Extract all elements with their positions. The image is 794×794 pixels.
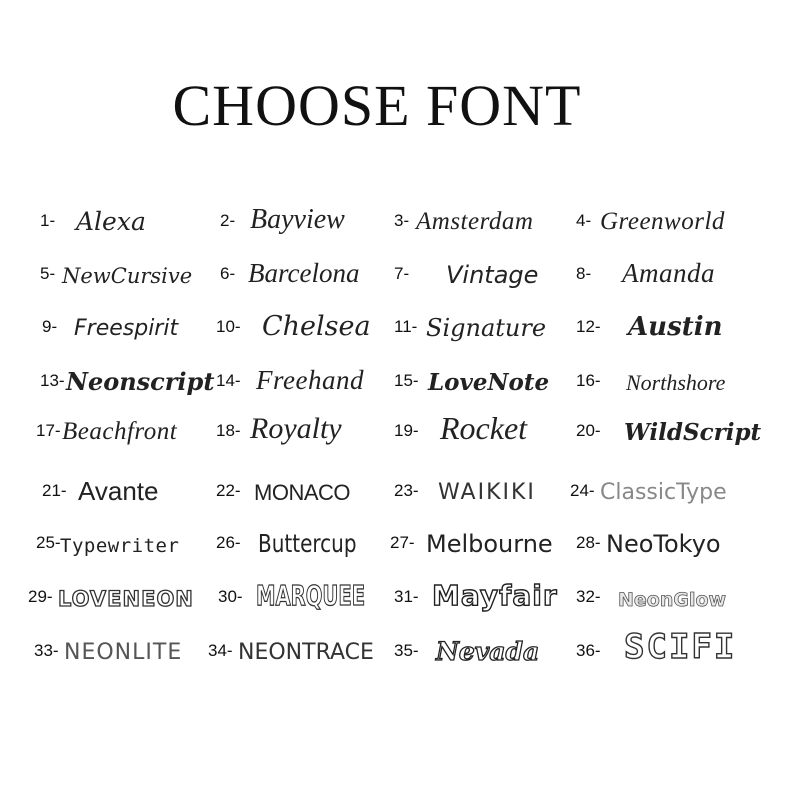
font-sample: LOVENEON [58, 587, 194, 611]
font-number: 32- [576, 587, 601, 606]
font-number: 33- [34, 641, 59, 660]
font-sample: Freehand [256, 365, 364, 395]
font-number: 23- [394, 481, 419, 500]
font-sample: Melbourne [426, 530, 553, 558]
font-sample: MONACO [254, 480, 350, 505]
font-sample: Neonscript [66, 367, 215, 396]
font-number: 16- [576, 371, 601, 390]
font-number: 5- [40, 264, 56, 283]
font-number: 35- [394, 641, 419, 660]
font-sample: Royalty [250, 412, 342, 445]
font-sample: Barcelona [248, 258, 360, 288]
font-number: 11- [394, 317, 418, 336]
font-sample: NeoTokyo [606, 530, 721, 558]
font-sample: Amanda [622, 258, 715, 288]
font-number: 21- [42, 481, 67, 500]
font-sample: LoveNote [428, 369, 550, 396]
font-number: 18- [216, 421, 241, 440]
font-sample: Vintage [446, 261, 539, 289]
font-sample: ClassicType [600, 480, 727, 505]
font-number: 27- [390, 533, 415, 552]
font-sample: Buttercup [258, 529, 357, 558]
font-number: 31- [394, 587, 419, 606]
font-sample: Signature [426, 314, 547, 342]
font-sample: NeonGlow [618, 589, 727, 611]
page-title: CHOOSE FONT [172, 73, 582, 138]
font-sample: Typewriter [60, 535, 180, 557]
font-number: 26- [216, 533, 241, 552]
font-sample: NewCursive [62, 264, 193, 288]
font-sample: Mayfair [432, 579, 558, 612]
font-number: 13- [40, 371, 65, 390]
font-number: 2- [220, 211, 236, 230]
font-number: 30- [218, 587, 243, 606]
font-sample: Chelsea [262, 311, 371, 342]
font-number: 25- [36, 533, 61, 552]
font-sample: NEONLITE [64, 640, 183, 665]
font-number: 22- [216, 481, 241, 500]
font-sample: MARQUEE [256, 579, 366, 612]
font-number: 36- [576, 641, 601, 660]
font-sample: Freespirit [74, 316, 179, 341]
font-number: 9- [42, 317, 58, 336]
font-sample: Alexa [76, 207, 146, 236]
font-sample: Rocket [440, 410, 528, 446]
font-sample: Northshore [626, 370, 726, 395]
font-sample: Bayview [250, 204, 345, 235]
font-number: 19- [394, 421, 419, 440]
font-sample: Beachfront [62, 418, 178, 445]
font-number: 15- [394, 371, 419, 390]
font-sample: Greenworld [600, 208, 725, 235]
font-number: 24- [570, 481, 595, 500]
font-sample: Nevada [436, 637, 540, 666]
font-number: 17- [36, 421, 61, 440]
font-sample: WAIKIKI [438, 480, 536, 505]
font-number: 28- [576, 533, 601, 552]
font-sample: NEONTRACE [238, 640, 374, 665]
font-sample: Avante [78, 476, 159, 506]
font-sample: Austin [628, 312, 723, 342]
font-number: 6- [220, 264, 236, 283]
font-number: 3- [394, 211, 410, 230]
font-number: 29- [28, 587, 53, 606]
font-number: 7- [394, 264, 410, 283]
font-number: 10- [216, 317, 241, 336]
font-number: 20- [576, 421, 601, 440]
font-number: 12- [576, 317, 601, 336]
font-sample: SCIFI [624, 627, 737, 667]
font-sample: WildScript [624, 419, 762, 446]
font-number: 1- [40, 211, 56, 230]
font-number: 14- [216, 371, 241, 390]
font-sample: Amsterdam [416, 208, 534, 235]
font-number: 4- [576, 211, 592, 230]
font-number: 34- [208, 641, 233, 660]
font-number: 8- [576, 264, 592, 283]
